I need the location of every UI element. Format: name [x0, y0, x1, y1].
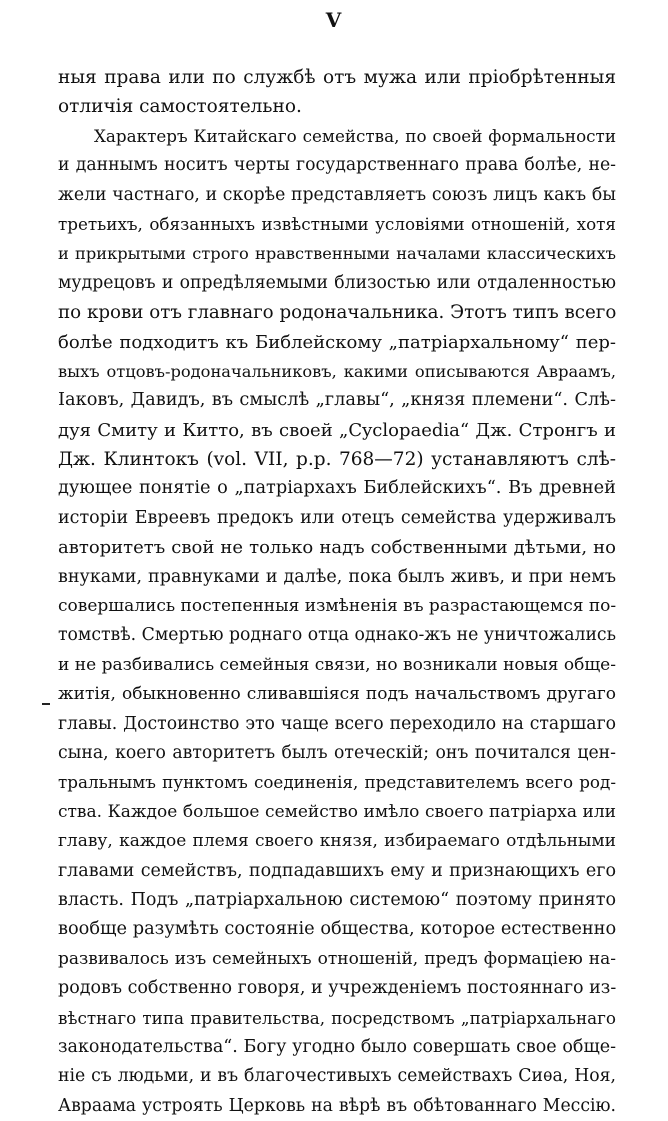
body-text — [58, 63, 616, 1121]
text-line: совершались постепенныя измѣненія въ разрастающемся по- — [58, 596, 617, 617]
text-line: ства. Каждое большое семейство имѣло своего патріарха или — [58, 801, 616, 822]
text-line: отличія самостоятельно. — [58, 96, 302, 118]
text-line: жели частнаго, и скорѣе представляетъ союзъ лицъ какъ бы — [58, 184, 616, 205]
text-line: власть. Подъ „патріархальною системою“ поэтому принято — [58, 889, 616, 910]
text-line: Дж. Клинтокъ (vol. VII, p.p. 768—72) устанавляютъ слѣ- — [58, 449, 616, 471]
text-line: главу, каждое племя своего князя, избираемаго отдѣльными — [58, 831, 616, 852]
text-line: законодательства“. Богу угодно было совершать свое обще- — [58, 1036, 616, 1057]
text-line: и прикрытыми строго нравственными началами классическихъ — [58, 244, 616, 264]
text-line: вообще разумѣть состояніе общества, которое естественно — [58, 919, 617, 940]
text-line: сына, коего авторитетъ былъ отеческій; онъ почитался цен- — [58, 742, 616, 763]
page-number: V — [325, 8, 343, 32]
text-line: авторитетъ свой не только надъ собственными дѣтьми, но — [58, 537, 616, 559]
text-line: третьихъ, обязанныхъ извѣстными условіями отношеній, хотя — [58, 213, 616, 234]
text-line: и не разбивались семейныя связи, но возникали новыя обще- — [58, 654, 616, 675]
text-line: дующее понятіе о „патріархахъ Библейскихъ“. Въ древней — [58, 478, 616, 499]
text-line: вѣстнаго типа правительства, посредствомъ „патріархальнаго — [58, 1007, 616, 1028]
text-line: болѣе подходитъ къ Библейскому „патріархальному“ пер- — [58, 331, 616, 353]
text-line: Іаковъ, Давидъ, въ смыслѣ „главы“, „князя племени“. Слѣ- — [58, 390, 616, 411]
text-line: мудрецовъ и опредѣляемыми близостью или отдаленностью — [58, 272, 616, 293]
text-line: тральнымъ пунктомъ соединенія, представителемъ всего род- — [58, 772, 616, 793]
text-line: томствѣ. Смертью роднаго отца однако-жъ не уничтожались — [58, 625, 616, 646]
stray-ink-mark — [42, 703, 50, 705]
text-line: главы. Достоинство это чаще всего переходило на старшаго — [58, 713, 616, 734]
text-line: родовъ собственно говоря, и учрежденіемъ постояннаго из- — [58, 978, 617, 999]
text-line: дуя Смиту и Китто, въ своей „Cyclopaedia“ Дж. Стронгъ и — [58, 419, 616, 441]
text-line: выхъ отцовъ-родоначальниковъ, какими описываются Авраамъ, — [58, 361, 616, 381]
text-line: ныя права или по службѣ отъ мужа или пріобрѣтенныя — [58, 67, 616, 88]
text-line: Авраама устроять Церковь на вѣрѣ въ обѣтованнаго Мессію. — [58, 1095, 616, 1116]
text-line: главами семействъ, подпадавшихъ ему и признающихъ его — [58, 860, 616, 881]
text-line: житія, обыкновенно сливавшіяся подъ начальствомъ другаго — [58, 684, 616, 705]
text-line: и даннымъ носитъ черты государственнаго права болѣе, не- — [58, 155, 616, 176]
text-line: по крови отъ главнаго родоначальника. Этотъ типъ всего — [58, 302, 617, 324]
text-line: развивалось изъ семейныхъ отношеній, предъ формаціею на- — [58, 948, 616, 969]
text-line: внуками, правнуками и далѣе, пока былъ живъ, и при немъ — [58, 566, 616, 587]
text-line: ніе съ людьми, и въ благочестивыхъ семействахъ Сиѳа, Ноя, — [58, 1066, 616, 1087]
text-line: исторіи Евреевъ предокъ или отецъ семейства удерживалъ — [58, 507, 616, 528]
text-line: Характеръ Китайскаго семейства, по своей формальности — [94, 125, 616, 146]
